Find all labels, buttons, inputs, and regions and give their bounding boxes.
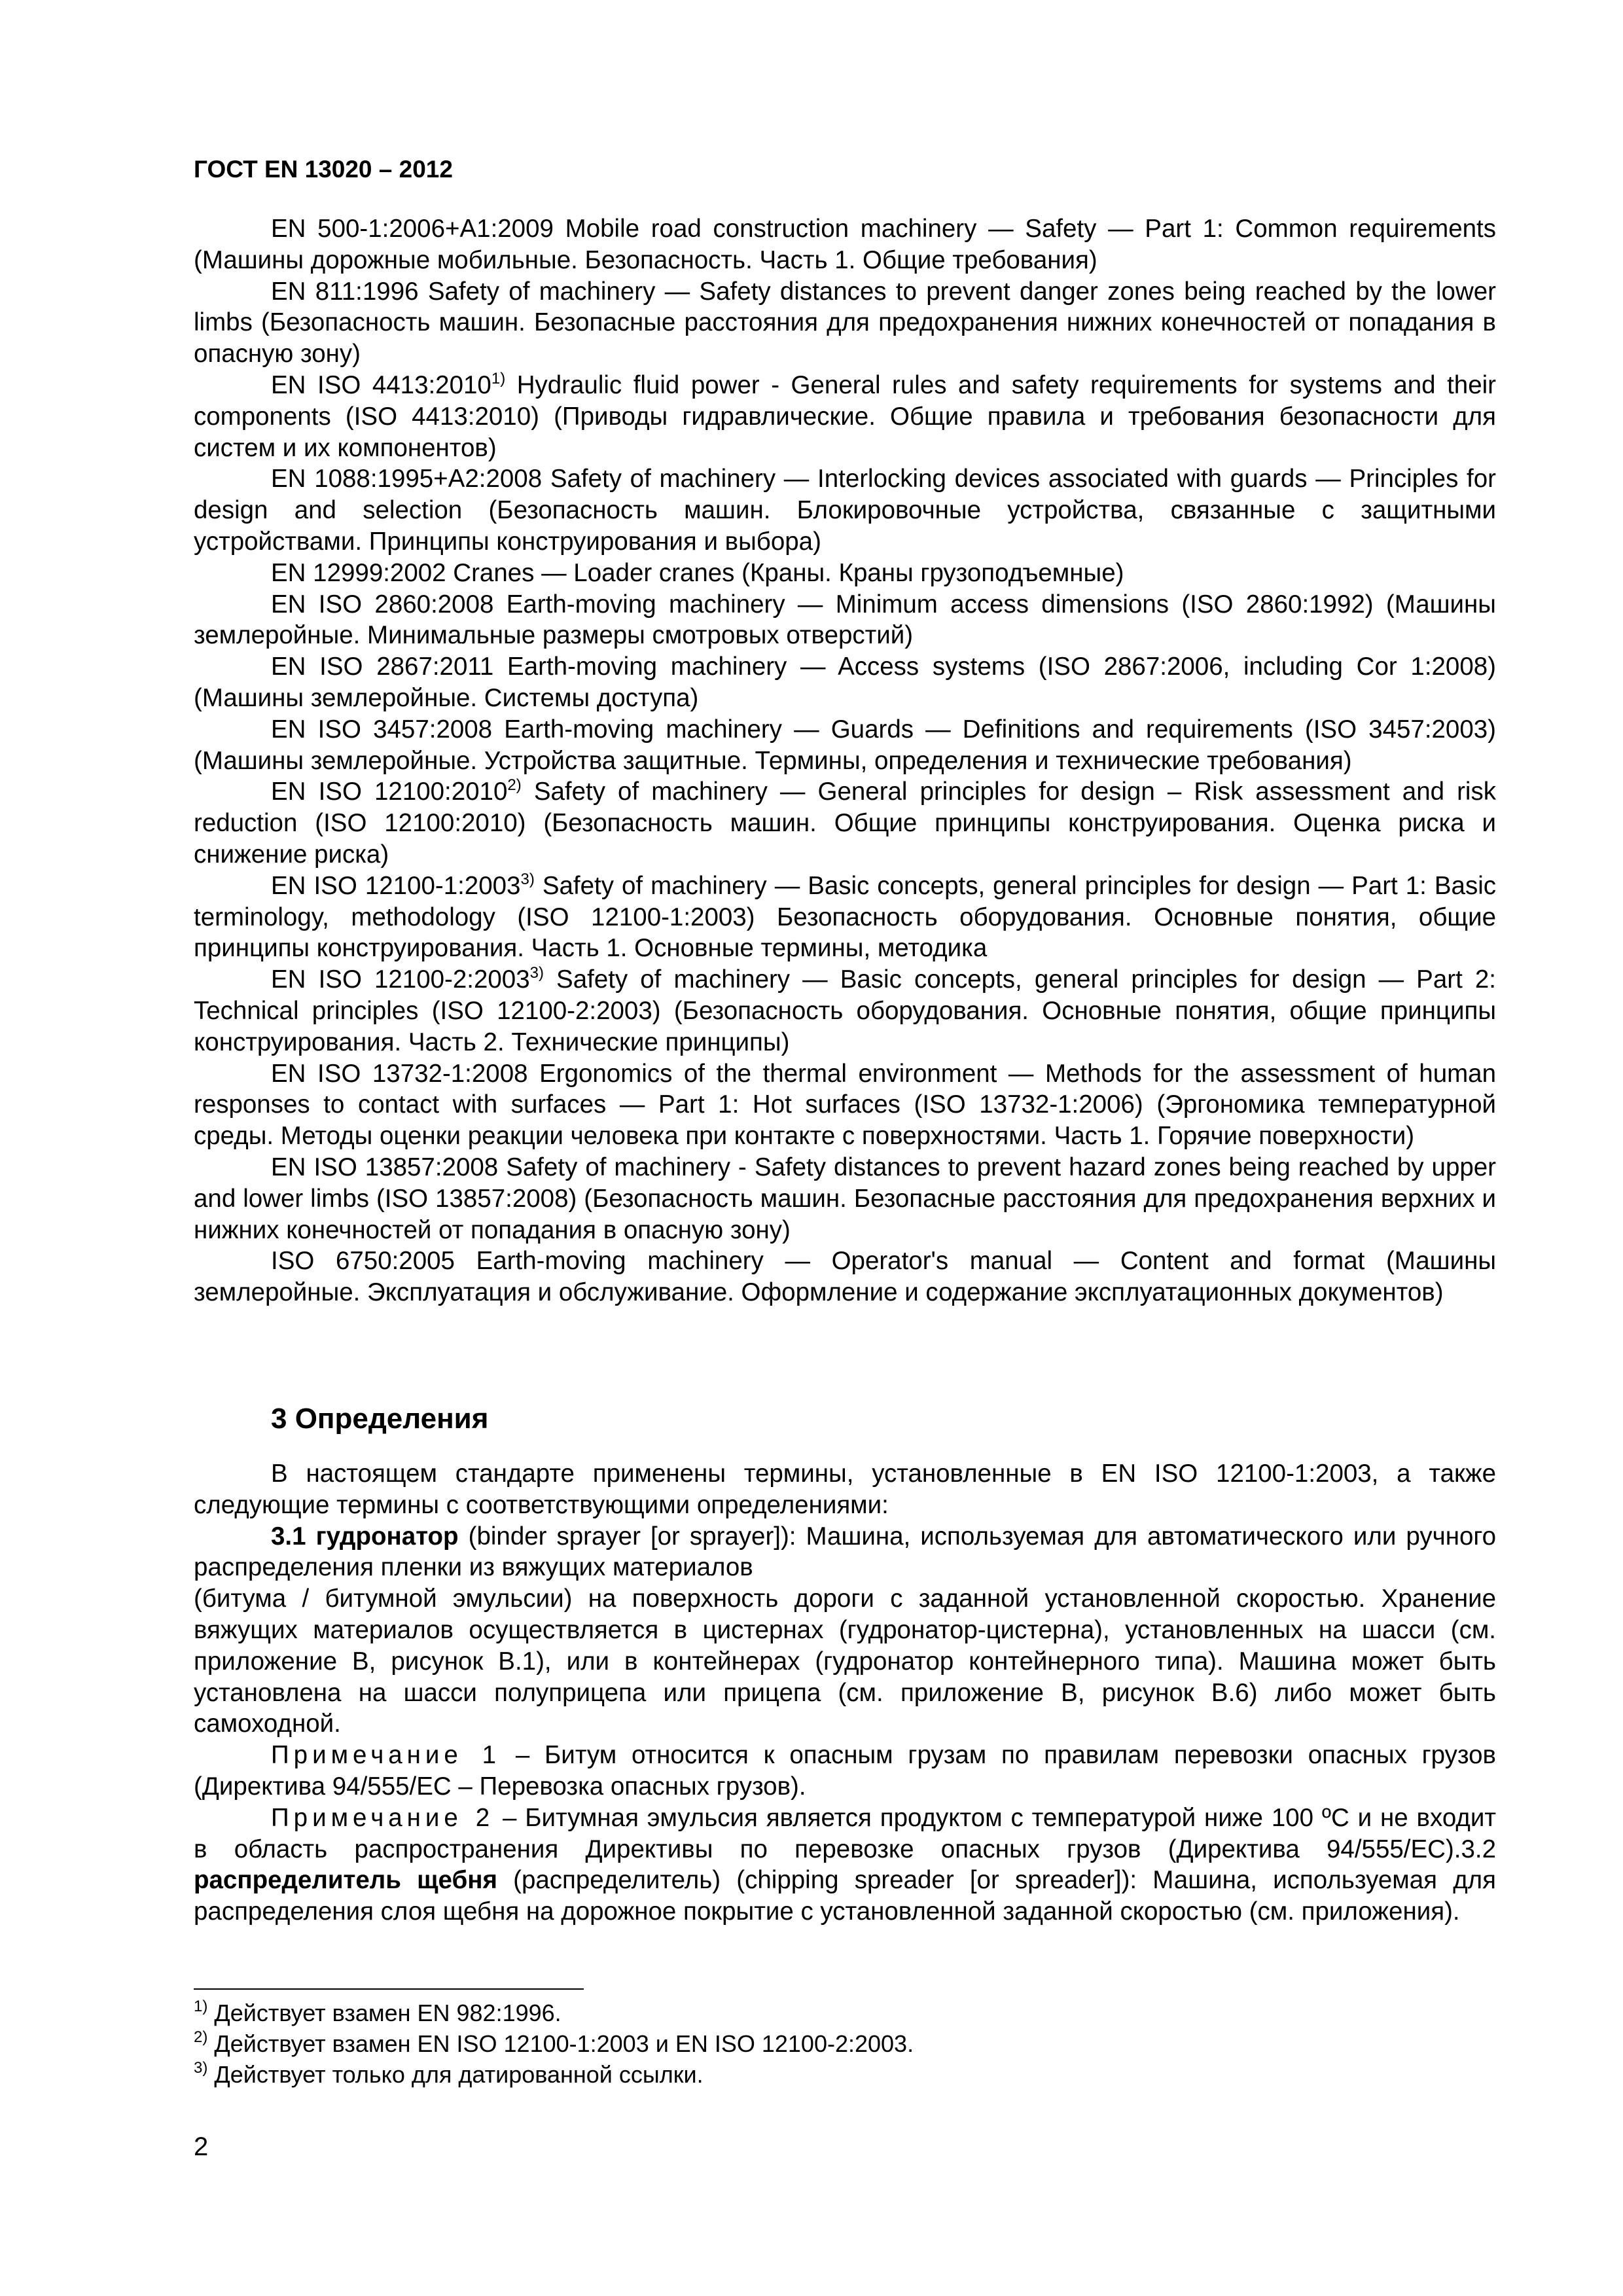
document-header: ГОСТ EN 13020 – 2012 — [194, 156, 453, 183]
reference-item: EN ISO 2867:2011 Earth-moving machinery — Access systems (ISO 2867:2006, including Cor 1:2008) (Машины землеройные. Системы доступа) — [194, 653, 1496, 712]
footnote: $^{1)}$ Действует взамен EN 982:1996. — [194, 1998, 562, 2026]
reference-item: EN ISO 2860:2008 Earth-moving machinery — Minimum access dimensions (ISO 2860:1992) (Машины землеройные. Минимальные размеры смотровых отверстий) — [194, 590, 1496, 650]
normative-references — [194, 213, 1496, 1308]
reference-item: ISO 6750:2005 Earth-moving machinery — Operator's manual — Content and format (Машины землеройные. Эксплуатация и обслуживание. Оформление и содержание эксплуатационных документов) — [194, 1247, 1497, 1307]
term-name: распределитель щебня — [194, 1866, 497, 1895]
page-number: 2 — [194, 2132, 209, 2161]
note-1: Примечание 1 – Битум относится к опасным грузам по правилам перевозки опасных грузов (Директива 94/555/ЕС – Перевозка опасных грузов). — [194, 1741, 1496, 1801]
footnote-ref: 1) — [491, 369, 506, 387]
reference-item: EN ISO 12100-1:2003$^{3)}$ Safety of machinery — Basic concepts, general principles for design — Part 1: Basic terminology, methodology (ISO 12100-1:2003) Безопасность оборудования. Основные понятия, общие принципы конструирования. Часть 1. Основные термины, методика — [194, 870, 1496, 963]
note-label: Примечание 1 — [271, 1741, 501, 1770]
reference-item: EN 811:1996 Safety of machinery — Safety distances to prevent danger zones being reached by the lower limbs (Безопасность машин. Безопасные расстояния для предохранения нижних конечностей от попадания в опасную зону) — [194, 277, 1497, 368]
note-label: Примечание 2 — [271, 1803, 495, 1832]
footnote-ref: 3) — [529, 964, 544, 982]
footnote: $^{2)}$ Действует взамен EN ISO 12100-1:2003 и EN ISO 12100-2:2003. — [194, 2028, 914, 2057]
section-intro: В настоящем стандарте применены термины, установленные в EN ISO 12100-1:2003, а также следующие термины с соответствующими определениями: — [194, 1460, 1496, 1519]
reference-item: EN ISO 3457:2008 Earth-moving machinery — Guards — Definitions and requirements (ISO 3457:2003) (Машины землеройные. Устройства защитные. Термины, определения и технические требования) — [194, 715, 1496, 775]
term-name: 3.1 гудронатор — [271, 1522, 459, 1551]
section-heading: 3 Определения — [271, 1403, 489, 1435]
reference-item: EN 500-1:2006+A1:2009 Mobile road construction machinery — Safety — Part 1: Common requirements (Машины дорожные мобильные. Безопасность. Часть 1. Общие требования) — [194, 215, 1496, 274]
reference-item: EN 12999:2002 Cranes — Loader cranes (Краны. Краны грузоподъемные) — [271, 558, 1124, 587]
footnote-ref: 2) — [507, 776, 522, 795]
footnote-separator — [194, 1988, 584, 1990]
definition-3-1: 3.1 гудронатор (binder sprayer [or sprayer]): Машина, используемая для автоматического или ручного распределения пленки из вяжущих материалов — [194, 1522, 1496, 1582]
note-2: Примечание 2 – Битумная эмульсия является продуктом с температурой ниже 100 ºС и не входит в область распространения Директивы по перевозке опасных грузов (Директива 94/555/ЕС).3.2 распределитель щебня (распределитель) (chipping spreader [or spreader]): Машина, используемая для распределения слоя щебня на дорожное покрытие с установленной заданной скоростью (см. приложения). — [194, 1803, 1497, 1926]
reference-item: EN ISO 12100:2010$^{2)}$ Safety of machinery — General principles for design – Risk assessment and risk reduction (ISO 12100:2010) (Безопасность машин. Общие принципы конструирования. Оценка риска и снижение риска) — [194, 776, 1496, 869]
footnote: $^{3)}$ Действует только для датированной ссылки. — [194, 2059, 704, 2088]
reference-item: EN ISO 4413:2010$^{1)}$ Hydraulic fluid power - General rules and safety requirements for systems and their components (ISO 4413:2010) (Приводы гидравлические. Общие правила и требования безопасности для систем и их компонентов) — [194, 369, 1496, 462]
definition-3-1-continued: (битума / битумной эмульсии) на поверхность дороги с заданной установленной скоростью. Хранение вяжущих материалов осуществляется в цистернах (гудронатор-цистерна), установленных на шасси (см. приложение В, рисунок В.1), или в контейнерах (гудронатор контейнерного типа). Машина может быть установлена на шасси полуприцепа или прицепа (см. приложение В, рисунок В.6) либо может быть самоходной. — [194, 1585, 1496, 1738]
reference-item: EN 1088:1995+A2:2008 Safety of machinery — Interlocking devices associated with guards — Principles for design and selection (Безопасность машин. Блокировочные устройства, связанные с защитными устройствами. Принципы конструирования и выбора) — [194, 465, 1496, 556]
footnote-ref: 3) — [520, 870, 535, 888]
reference-item: EN ISO 13732-1:2008 Ergonomics of the thermal environment — Methods for the assessment of human responses to contact with surfaces — Part 1: Hot surfaces (ISO 13732-1:2006) (Эргономика температурной среды. Методы оценки реакции человека при контакте с поверхностями. Часть 1. Горячие поверхности) — [194, 1059, 1496, 1151]
reference-item: EN ISO 13857:2008 Safety of machinery - Safety distances to prevent hazard zones being reached by upper and lower limbs (ISO 13857:2008) (Безопасность машин. Безопасные расстояния для предохранения верхних и нижних конечностей от попадания в опасную зону) — [194, 1153, 1496, 1244]
section-definitions — [194, 1401, 1496, 1928]
reference-item: EN ISO 12100-2:2003$^{3)}$ Safety of machinery — Basic concepts, general principles for design — Part 2: Technical principles (ISO 12100-2:2003) (Безопасность оборудования. Основные понятия, общие принципы конструирования. Часть 2. Технические принципы) — [194, 964, 1496, 1056]
